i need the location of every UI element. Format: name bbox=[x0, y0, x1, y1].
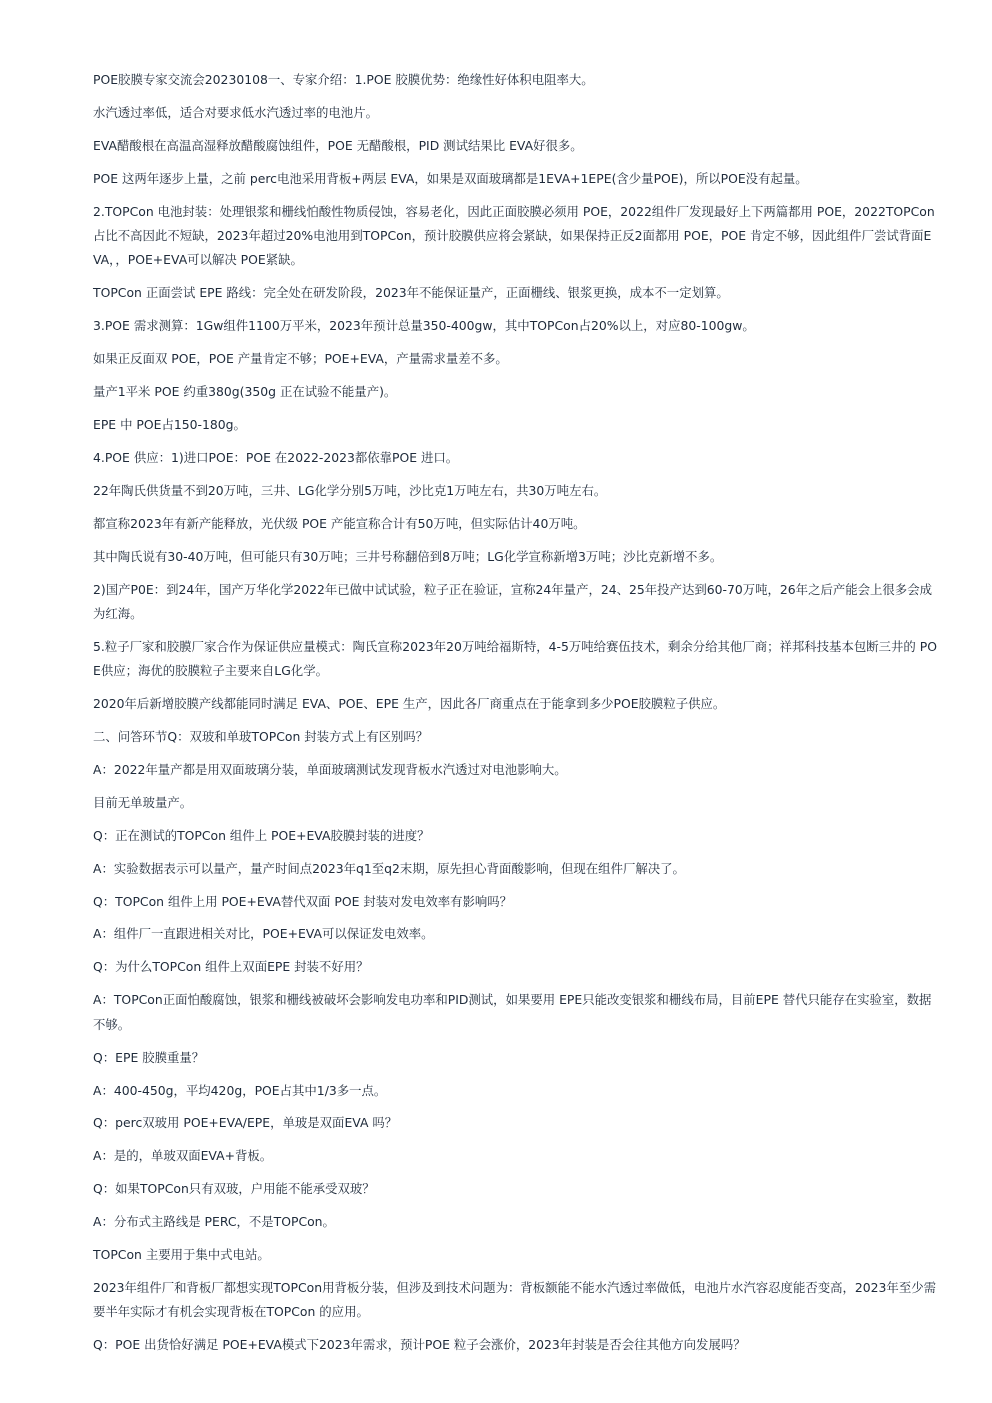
paragraph: Q：perc双玻用 POE+EVA/EPE，单玻是双面EVA 吗？ bbox=[93, 1115, 398, 1131]
paragraph: POE胶膜专家交流会20230108一、专家介绍：1.POE 胶膜优势：绝缘性好体积电阻率大。 bbox=[93, 72, 594, 87]
paragraph: A：实验数据表示可以量产，量产时间点2023年q1至q2末期，原先担心背面酸影响，但现在组件厂解决了。 bbox=[93, 860, 685, 876]
paragraph: 2)国产P0E：到24年，国产万华化学2022年已做中试试验，粒子正在验证，宣称24年量产，24、25年投产达到60-70万吨，26年之后产能会上很多会成为红海。 bbox=[93, 581, 932, 621]
paragraph: 量产1平米 POE 约重380g(350g 正在试验不能量产)。 bbox=[93, 384, 397, 400]
paragraph: TOPCon 主要用于集中式电站。 bbox=[93, 1247, 270, 1263]
paragraph: A：TOPCon正面怕酸腐蚀，银浆和栅线被破坏会影响发电功率和PID测试，如果要用 EPE只能改变银浆和栅线布局，目前EPE 替代只能存在实验室，数据不够。 bbox=[93, 992, 932, 1032]
paragraph: 3.POE 需求测算：1Gw组件1100万平米，2023年预计总量350-400gw，其中TOPCon占20%以上，对应80-100gw。 bbox=[93, 318, 755, 334]
paragraph: EPE 中 POE占150-180g。 bbox=[93, 416, 246, 432]
paragraph: A：2022年量产都是用双面玻璃分装，单面玻璃测试发现背板水汽透过对电池影响大。 bbox=[93, 761, 567, 777]
paragraph: Q：正在测试的TOPCon 组件上 POE+EVA胶膜封装的进度？ bbox=[93, 827, 430, 843]
paragraph: Q：为什么TOPCon 组件上双面EPE 封装不好用？ bbox=[93, 959, 369, 975]
paragraph: TOPCon 正面尝试 EPE 路线：完全处在研发阶段，2023年不能保证量产，正面栅线、银浆更换，成本不一定划算。 bbox=[93, 285, 729, 301]
paragraph: 22年陶氏供货量不到20万吨，三井、LG化学分别5万吨，沙比克1万吨左右，共30万吨左右。 bbox=[93, 482, 607, 498]
paragraph: 二、问答环节Q：双玻和单玻TOPCon 封装方式上有区别吗？ bbox=[93, 729, 429, 745]
paragraph: Q：如果TOPCon只有双玻，户用能不能承受双玻？ bbox=[93, 1181, 375, 1197]
paragraph: A：400-450g，平均420g，POE占其中1/3多一点。 bbox=[93, 1082, 387, 1098]
paragraph: Q：TOPCon 组件上用 POE+EVA替代双面 POE 封装对发电效率有影响吗？ bbox=[93, 893, 513, 909]
paragraph: 都宣称2023年有新产能释放，光伏级 POE 产能宣称合计有50万吨，但实际估计40万吨。 bbox=[93, 515, 586, 531]
paragraph: Q：POE 出货恰好满足 POE+EVA模式下2023年需求，预计POE 粒子会涨价，2023年封装是否会往其他方向发展吗？ bbox=[93, 1337, 746, 1353]
paragraph: 目前无单玻量产。 bbox=[93, 794, 193, 810]
paragraph: 4.POE 供应：1)进口POE：POE 在2022-2023都依靠POE 进口。 bbox=[93, 449, 459, 465]
paragraph: POE 这两年逐步上量，之前 perc电池采用背板+两层 EVA，如果是双面玻璃都是1EVA+1EPE(含少量POE)，所以POE没有起量。 bbox=[93, 170, 808, 186]
paragraph: A：是的，单玻双面EVA+背板。 bbox=[93, 1148, 273, 1164]
paragraph: A：组件厂一直跟进相关对比，POE+EVA可以保证发电效率。 bbox=[93, 926, 434, 942]
paragraph: EVA醋酸根在高温高湿释放醋酸腐蚀组件，POE 无醋酸根，PID 测试结果比 EVA好很多。 bbox=[93, 137, 583, 153]
paragraph: 水汽透过率低，适合对要求低水汽透过率的电池片。 bbox=[93, 104, 378, 120]
paragraph: A：分布式主路线是 PERC，不是TOPCon。 bbox=[93, 1214, 335, 1230]
paragraph: 如果正反面双 POE，POE 产量肯定不够；POE+EVA，产量需求量差不多。 bbox=[93, 351, 508, 367]
paragraph: 2.TOPCon 电池封装：处理银浆和栅线怕酸性物质侵蚀，容易老化，因此正面胶膜必须用 POE，2022组件厂发现最好上下两篇都用 POE，2022TOPCon占比不高因此不短缺，2023年超过20%电池用到TOPCon，预计胶膜供应将会紧缺，如果保持正反2面都用 POE，POE 肯定不够，因此组件厂尝试背面EVA，，POE+EVA可以解决 POE紧缺。 bbox=[93, 203, 935, 268]
paragraph: 5.粒子厂家和胶膜厂家合作为保证供应量模式：陶氏宣称2023年20万吨给福斯特，4-5万吨给赛伍技术，剩余分给其他厂商；祥邦科技基本包断三井的 POE供应；海优的胶膜粒子主要来自LG化学。 bbox=[93, 638, 937, 679]
paragraph: 2020年后新增胶膜产线都能同时满足 EVA、POE、EPE 生产，因此各厂商重点在于能拿到多少POE胶膜粒子供应。 bbox=[93, 696, 726, 712]
paragraph: 2023年组件厂和背板厂都想实现TOPCon用背板分装，但涉及到技术问题为：背板额能不能水汽透过率做低，电池片水汽容忍度能否变高，2023年至少需要半年实际才有机会实现背板在TOPCon 的应用。 bbox=[93, 1279, 936, 1320]
paragraph: Q：EPE 胶膜重量？ bbox=[93, 1049, 205, 1065]
paragraph: 其中陶氏说有30-40万吨，但可能只有30万吨；三井号称翻倍到8万吨；LG化学宣称新增3万吨；沙比克新增不多。 bbox=[93, 548, 723, 564]
